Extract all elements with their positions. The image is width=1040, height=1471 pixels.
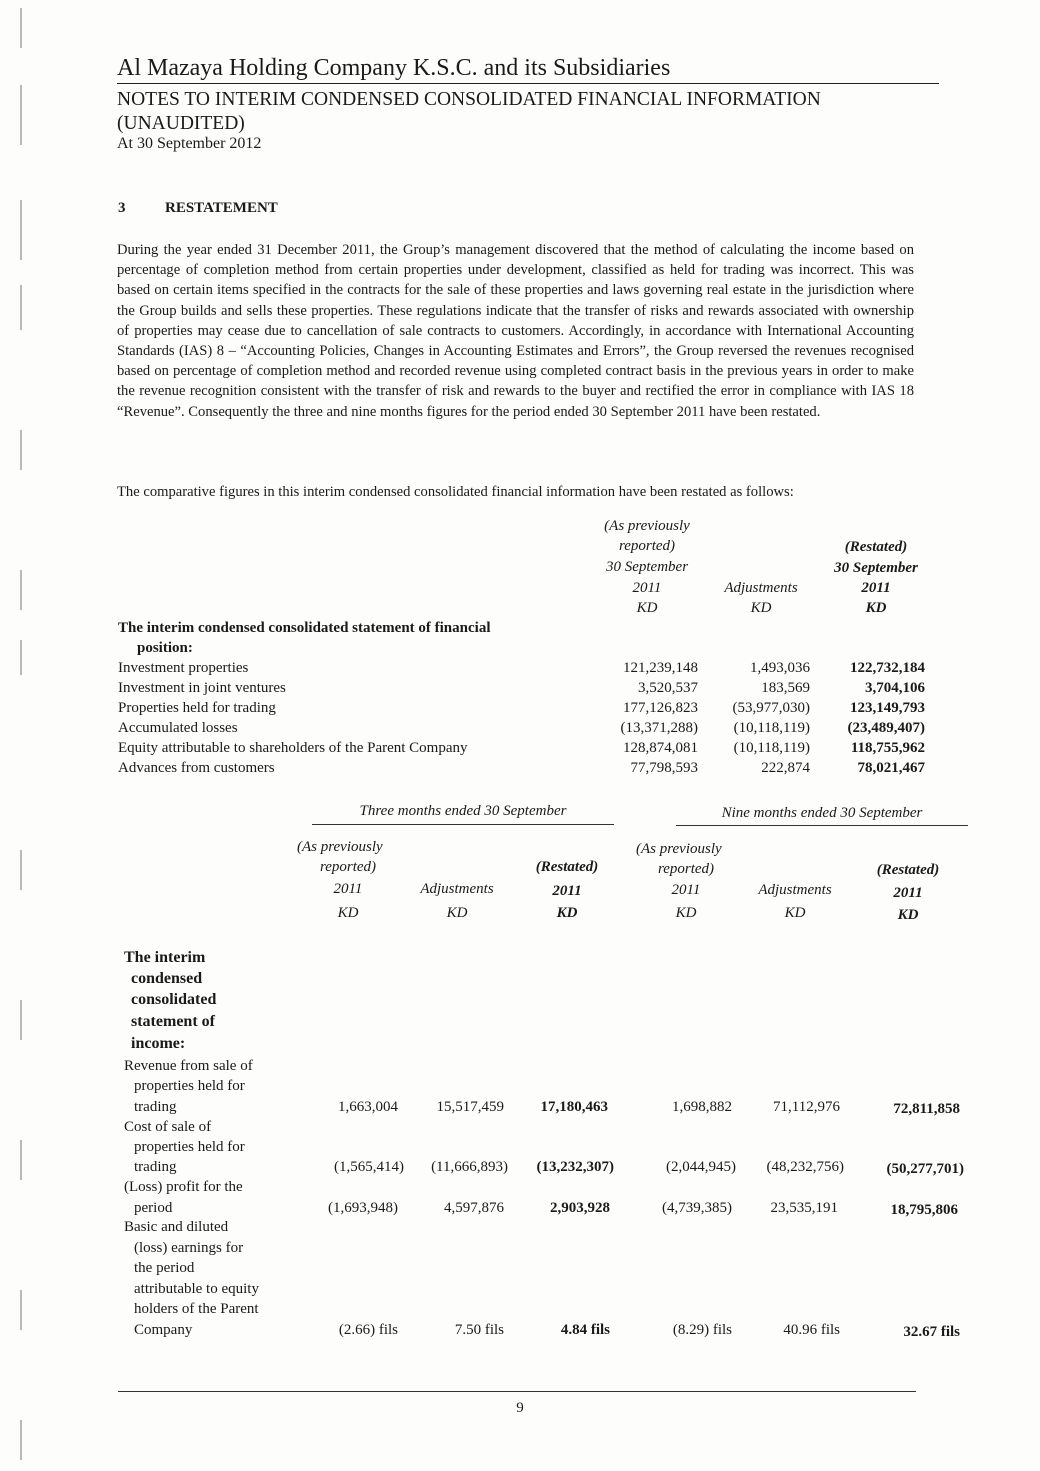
cell-prev: 128,874,081 [623,740,698,756]
margin-mark [20,85,22,145]
col-header-prev-5: KD [636,600,658,616]
cell-3m-rest: 17,180,463 [540,1099,608,1115]
row-label: holders of the Parent [134,1301,259,1317]
col-header-3m-rest-2: 2011 [552,883,582,899]
income-title-line5: income: [131,1035,186,1052]
row-label: (loss) earnings for [134,1240,244,1256]
notes-heading [117,88,907,136]
row-label: Investment properties [118,660,249,676]
row-label: Accumulated losses [118,720,238,736]
row-label: Cost of sale of [124,1119,212,1135]
row-label: Revenue from sale of [124,1058,253,1074]
cell-9m-prev: 1,698,882 [672,1099,732,1115]
cell-3m-prev: 1,663,004 [338,1099,398,1115]
cell-rest: 78,021,467 [857,760,925,776]
cell-rest: 118,755,962 [850,740,925,756]
group-header-three-months: Three months ended 30 September [359,803,567,819]
cell-9m-adj: 71,112,976 [773,1099,840,1115]
section-number: 3 [118,200,126,216]
cell-prev: (13,371,288) [620,720,698,736]
col-header-9m-adj-1: Adjustments [758,882,832,898]
as-at-date: At 30 September 2012 [117,135,262,152]
cell-9m-rest: 32.67 fils [903,1324,960,1340]
cell-9m-adj: 23,535,191 [770,1200,838,1216]
section-title: RESTATEMENT [165,200,278,216]
row-label: period [134,1200,173,1216]
cell-9m-rest: 72,811,858 [893,1101,960,1117]
margin-mark [20,850,22,890]
group-rule-nine [676,825,968,826]
cell-9m-prev: (8.29) fils [672,1322,732,1338]
col-header-3m-prev-3: 2011 [333,881,363,897]
margin-mark [20,1140,22,1180]
row-label: (Loss) profit for the [124,1179,243,1195]
cell-9m-prev: (4,739,385) [662,1200,732,1216]
cell-prev: 3,520,537 [638,680,698,696]
cell-rest: 122,732,184 [850,660,925,676]
cell-adj: 222,874 [761,760,810,776]
cell-3m-rest: 4.84 fils [560,1322,610,1338]
col-header-9m-rest-3: KD [897,907,919,923]
margin-mark [20,285,22,330]
row-label: trading [134,1159,177,1175]
row-label: properties held for [134,1139,245,1155]
row-label: Advances from customers [118,760,275,776]
col-header-3m-adj-1: Adjustments [420,881,494,897]
cell-3m-rest: 2,903,928 [550,1200,610,1216]
row-label: trading [134,1099,177,1115]
row-label: the period [134,1260,195,1276]
row-label: Basic and diluted [124,1219,229,1235]
col-header-rest-1: (Restated) [844,539,908,555]
cell-prev: 77,798,593 [630,760,698,776]
margin-mark [20,570,22,610]
col-header-9m-rest-2: 2011 [893,885,923,901]
margin-mark [20,430,22,470]
col-header-prev-4: 2011 [632,580,662,596]
section-title-line1: The interim condensed consolidated statement of financial [118,620,491,636]
col-header-9m-adj-2: KD [784,905,806,921]
cell-rest: 3,704,106 [865,680,925,696]
cell-3m-prev: (1,565,414) [334,1159,404,1175]
group-rule-three [312,824,614,825]
row-label: Company [134,1322,193,1338]
cell-9m-prev: (2,044,945) [666,1159,736,1175]
cell-9m-adj: (48,232,756) [766,1159,844,1175]
cell-9m-rest: (50,277,701) [886,1161,964,1177]
margin-mark [20,640,22,675]
cell-prev: 177,126,823 [623,700,698,716]
col-header-9m-prev-3: 2011 [671,882,701,898]
cell-adj: (53,977,030) [732,700,810,716]
row-label: properties held for [134,1078,245,1094]
col-header-prev-1: (As previously [604,518,690,534]
col-header-3m-prev-4: KD [337,905,359,921]
col-header-rest-2: 30 September [834,560,918,576]
col-header-9m-prev-4: KD [675,905,697,921]
cell-3m-adj: (11,666,893) [431,1159,508,1175]
cell-adj: 1,493,036 [750,660,810,676]
col-header-3m-rest-3: KD [556,905,578,921]
col-header-adj-1: Adjustments [724,580,798,596]
margin-mark [20,1000,22,1040]
col-header-9m-prev-2: reported) [657,861,715,877]
col-header-adj-2: KD [750,600,772,616]
col-header-9m-prev-1: (As previously [636,841,722,857]
row-label: Equity attributable to shareholders of the Parent Company [118,740,468,756]
income-title-line3: consolidated [131,991,217,1008]
row-label: Investment in joint ventures [118,680,286,696]
col-header-9m-rest-1: (Restated) [876,862,940,878]
comparative-intro: The comparative figures in this interim condensed consolidated financial information have been restated as follows: [117,484,794,500]
page-number: 9 [516,1400,524,1416]
col-header-3m-adj-2: KD [446,905,468,921]
margin-mark [20,8,22,48]
cell-prev: 121,239,148 [623,660,698,676]
cell-3m-adj: 7.50 fils [454,1322,504,1338]
col-header-3m-prev-2: reported) [319,859,377,875]
group-header-nine-months: Nine months ended 30 September [721,805,923,821]
restatement-paragraph: During the year ended 31 December 2011, the Group’s management discovered that the method of calculating the income based on percentage of completion method from certain properties under development, classified as held for trading was incorrect. This was based on certain items specified in the contracts for the sale of these properties and laws governing real estate in the jurisdiction where the Group builds and sells these properties. These regulations indicate that the transfer of risks and rewards associated with ownership of properties may cease due to cancellation of sale contracts to customers. Accordingly, in accordance with International Accounting Standards (IAS) 8 – “Accounting Policies, Changes in Accounting Estimates and Errors”, the Group reversed the revenues recognised based on percentage of completion method and recorded revenue using completed contract basis in the previous years in order to make the revenue recognition consistent with the transfer of risk and rewards to the buyer and rectified the error in compliance with IAS 18 “Revenue”. Consequently the three and nine months figures for the period ended 30 September 2011 have been restated. [117,242,914,420]
col-header-rest-4: KD [865,600,887,616]
income-title-line1: The interim [124,949,206,966]
margin-mark [20,200,22,260]
notes-heading-line1: NOTES TO INTERIM CONDENSED CONSOLIDATED FINANCIAL INFORMATION [117,89,821,110]
margin-mark [20,1290,22,1330]
section-title-line2: position: [137,640,193,656]
cell-3m-prev: (1,693,948) [328,1200,398,1216]
col-header-rest-3: 2011 [861,580,891,596]
income-title-line4: statement of [131,1013,215,1030]
company-name: Al Mazaya Holding Company K.S.C. and its Subsidiaries [117,53,939,84]
col-header-3m-rest-1: (Restated) [535,859,599,875]
cell-adj: (10,118,119) [733,740,810,756]
cell-3m-adj: 15,517,459 [436,1099,504,1115]
cell-3m-prev: (2.66) fils [338,1322,398,1338]
cell-3m-adj: 4,597,876 [444,1200,504,1216]
col-header-prev-3: 30 September [605,559,689,575]
row-label: Properties held for trading [118,700,276,716]
notes-heading-line2: (UNAUDITED) [117,113,245,134]
margin-mark [20,1420,22,1460]
cell-9m-rest: 18,795,806 [890,1202,958,1218]
row-label: attributable to equity [134,1281,259,1297]
footer-rule [118,1391,916,1392]
col-header-3m-prev-1: (As previously [297,839,383,855]
cell-3m-rest: (13,232,307) [536,1159,614,1175]
cell-rest: 123,149,793 [850,700,925,716]
cell-adj: 183,569 [761,680,810,696]
col-header-prev-2: reported) [618,538,676,554]
cell-rest: (23,489,407) [847,720,925,736]
cell-9m-adj: 40.96 fils [783,1322,840,1338]
cell-adj: (10,118,119) [733,720,810,736]
income-title-line2: condensed [131,970,203,987]
